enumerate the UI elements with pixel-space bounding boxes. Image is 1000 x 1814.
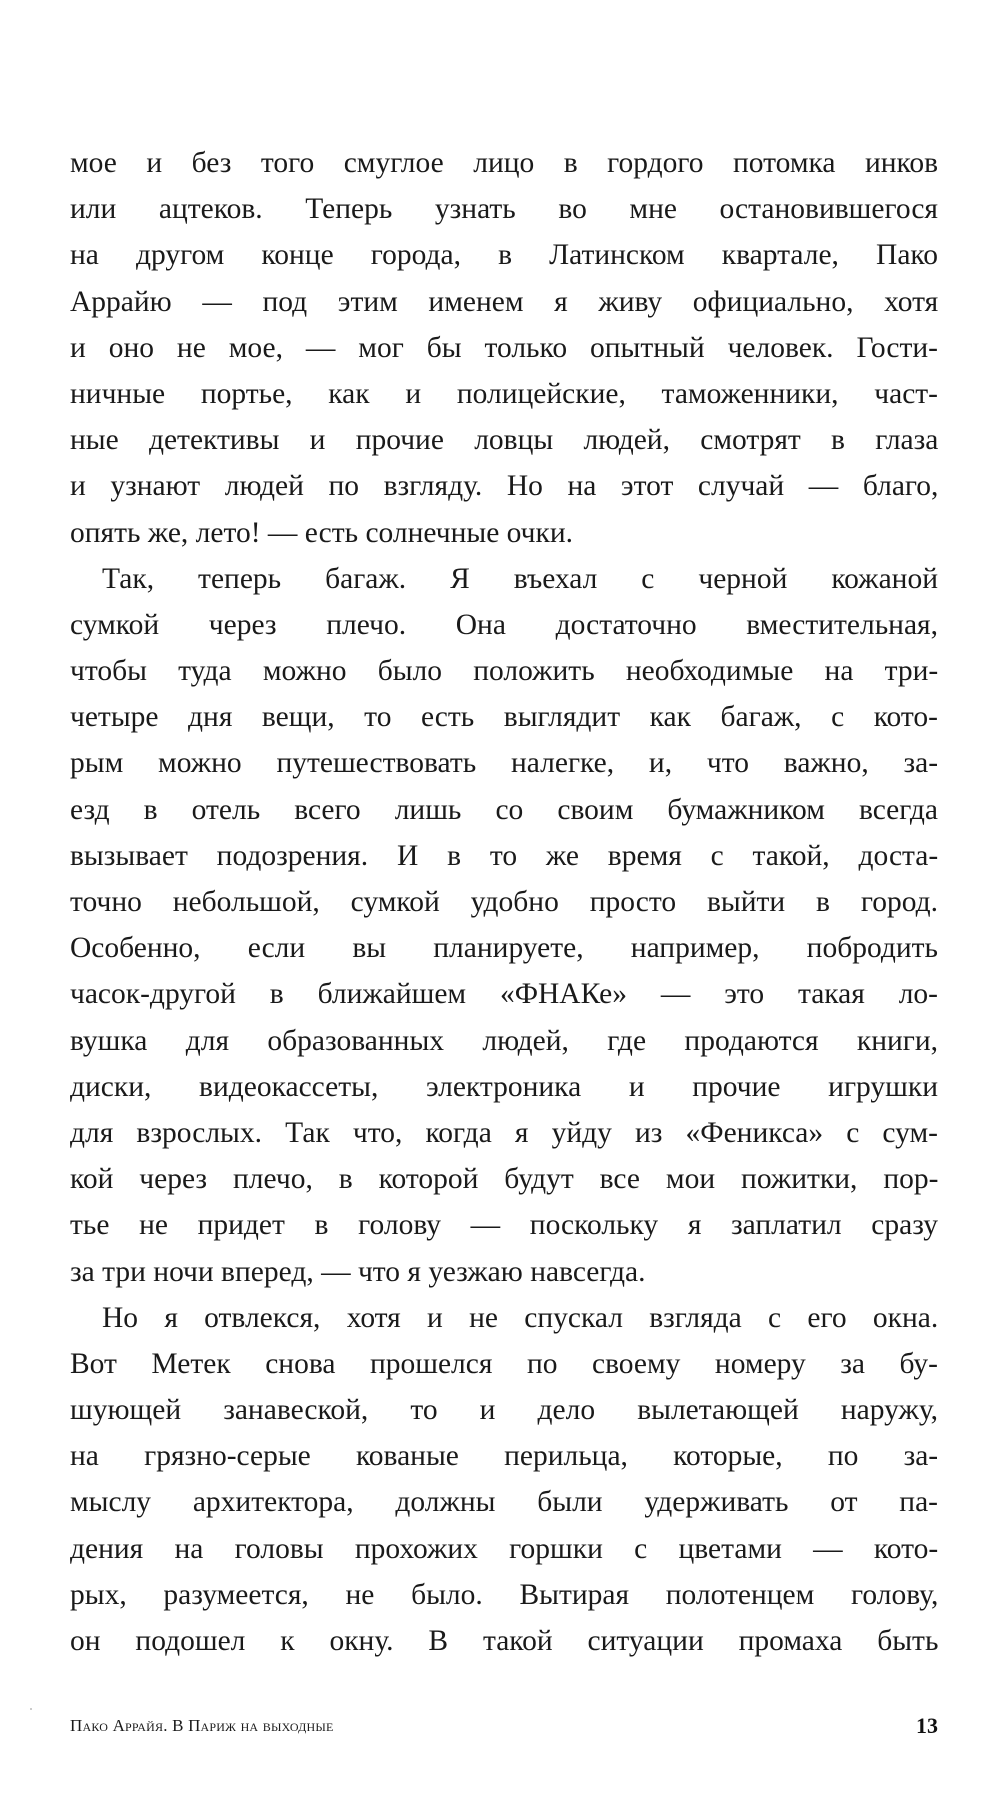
text-line: на грязно-серые кованые перильца, которые, по за- <box>70 1440 939 1473</box>
text-line: для взрослых. Так что, когда я уйду из «Феникса» с сум- <box>70 1116 938 1149</box>
text-line: рых, разумеется, не было. Вытирая полотенцем голову, <box>70 1578 939 1611</box>
text-line: опять же, лето! — есть солнечные очки. <box>70 516 573 549</box>
text-line: езд в отель всего лишь со своим бумажником всегда <box>70 793 938 826</box>
text-line: и узнают людей по взгляду. Но на этот случай — благо, <box>70 470 939 503</box>
text-line: вушка для образованных людей, где продаются книги, <box>70 1024 939 1057</box>
text-line: часок-другой в ближайшем «ФНАКе» — это такая ло- <box>70 978 938 1011</box>
text-line: чтобы туда можно было положить необходимые на три- <box>70 655 939 688</box>
text-line: или ацтеков. Теперь узнать во мне остановившегося <box>70 193 938 226</box>
scan-speck <box>30 1708 32 1710</box>
text-line: он подошел к окну. В такой ситуации промаха быть <box>70 1625 939 1657</box>
text-line: ные детективы и прочие ловцы людей, смотрят в глаза <box>70 424 939 457</box>
text-line: тье не придет в голову — поскольку я заплатил сразу <box>70 1209 938 1242</box>
text-line: четыре дня вещи, то есть выглядит как багаж, с кото- <box>70 701 938 734</box>
text-line: и оно не мое, — мог бы только опытный человек. Гости- <box>70 331 938 364</box>
text-line: шующей занавеской, то и дело вылетающей наружу, <box>70 1394 938 1427</box>
text-line: за три ночи вперед, — что я уезжаю навсегда. <box>70 1255 646 1288</box>
running-title: Пако Аррайя. В Париж на выходные <box>70 1716 334 1735</box>
text-line: Особенно, если вы планируете, например, побродить <box>70 932 939 965</box>
text-line: кой через плечо, в которой будут все мои пожитки, пор- <box>70 1163 939 1196</box>
text-line: рым можно путешествовать налегке, и, что важно, за- <box>70 747 939 780</box>
text-line: точно небольшой, сумкой удобно просто выйти в город. <box>70 886 938 918</box>
text-line: мыслу архитектора, должны были удерживать от па- <box>70 1486 938 1519</box>
text-line: сумкой через плечо. Она достаточно вместительная, <box>70 608 938 641</box>
text-line: на другом конце города, в Латинском квартале, Пако <box>70 239 938 272</box>
text-line: вызывает подозрения. И в то же время с такой, доста- <box>70 839 939 872</box>
text-line: Вот Метек снова прошелся по своему номеру за бу- <box>70 1347 938 1380</box>
text-line: Но я отвлекся, хотя и не спускал взгляда с его окна. <box>102 1301 939 1334</box>
page-number: 13 <box>916 1713 938 1738</box>
text-line: ничные портье, как и полицейские, таможенники, част- <box>70 377 938 410</box>
page-footer <box>70 1711 938 1741</box>
body-text <box>70 140 938 1664</box>
text-line: Так, теперь багаж. Я въехал с черной кожаной <box>102 562 938 595</box>
text-line: мое и без того смуглое лицо в гордого потомка инков <box>70 147 939 179</box>
text-line: дения на головы прохожих горшки с цветами — кото- <box>70 1532 939 1565</box>
text-line: Аррайю — под этим именем я живу официально, хотя <box>70 285 939 318</box>
text-line: диски, видеокассеты, электроника и прочие игрушки <box>70 1070 938 1103</box>
